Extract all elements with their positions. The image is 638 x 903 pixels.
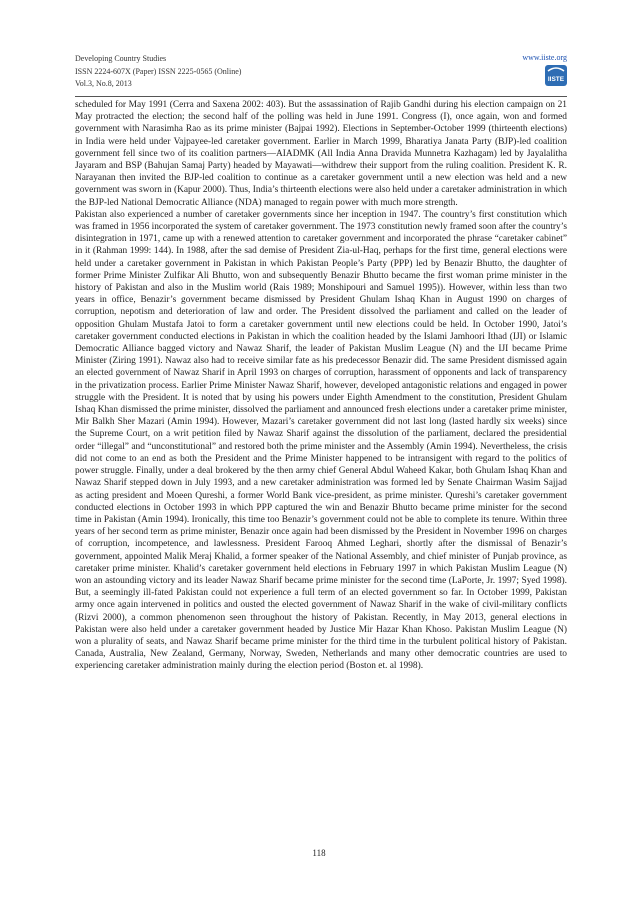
paragraph-india-elections: scheduled for May 1991 (Cerra and Saxena 2002: 403). But the assassination of Rajib Gandhi during his election campaign on 21 May protracted the election; the second half of the polling was held in June 1991. Congress (I), once again, won and formed government with Narasimha Rao as its prime minister (Bajpai 1992). Elections in September-October 1999 (thirteenth elections) in India were held under Vajpayee-led caretaker government. Earlier in March 1999, Bharatiya Janata Party (BJP)-led coalition government fell since two of its coalition partners—AIADMK (All India Anna Dravida Munnetra Kazhagam) led by Jayalalitha Jayaram and BSP (Bahujan Samaj Party) headed by Mayawati—withdrew their support from the ruling coalition. President K. R. Narayanan then invited the BJP-led coalition to continue as a caretaker government until a new election was held and a new government was sworn in (Kapur 2000). Thus, India’s thirteenth elections were also held under a caretaker administration in which the BJP-led National Democratic Alliance (NDA) managed to regain power with much more strength.: [75, 100, 567, 208]
article-body: [75, 99, 567, 673]
page-header: [75, 53, 567, 91]
issn-line: ISSN 2224-607X (Paper) ISSN 2225-0565 (Online): [75, 66, 242, 76]
header-rule: [75, 96, 567, 97]
logo-text: IISTE: [547, 76, 565, 83]
iiste-logo: [545, 65, 567, 86]
volume-line: Vol.3, No.8, 2013: [75, 79, 132, 88]
journal-url-link[interactable]: www.iiste.org: [522, 53, 567, 62]
paragraph-pakistan-caretaker: Pakistan also experienced a number of caretaker governments since her inception in 1947. The country’s first constitution which was framed in 1956 incorporated the system of caretaker government. The 1973 constitution newly framed soon after the country’s disintegration in 1971, came up with a renewed attention to caretaker government and incorporated the phrase “caretaker cabinet” in it (Rahman 1999: 144). In 1988, after the sad demise of President Zia-ul-Haq, perhaps for the first time, general elections were held under a caretaker government in Pakistan in which Pakistan People’s Party (PPP) led by Benazir Bhutto, the daughter of former Prime Minister Zulfikar Ali Bhutto, won and subsequently Benazir Bhutto became the first woman prime minister in the history of Pakistan and also in the Muslim world (Rais 1989; Monshipouri and Samuel 1995)). However, within less than two years in office, Benazir’s government became dismissed by President Ghulam Ishaq Khan in August 1990 on charges of corruption, nepotism and deterioration of law and order. The President dissolved the parliament and called on the leader of opposition Ghulam Mustafa Jatoi to form a caretaker government until new elections could be held. In October 1990, Jatoi’s caretaker government conducted elections in Pakistan in which the coalition headed by the Islami Jamhoori Ithad (IJI) or Islamic Democratic Alliance bagged victory and Nawaz Sharif, the leader of Pakistan Muslim League (N) and the IJI became Prime Minister (Ziring 1991). Nawaz also had to receive similar fate as his predecessor Benazir did. The same President dismissed again an elected government of Nawaz Sharif in April 1993 on charges of corruption, harassment of opponents and lack of transparency in the privatization process. Earlier Prime Minister Nawaz Sharif, however, developed antagonistic relations and engaged in power struggle with the President. It is noted that by using his powers under Eighth Amendment to the constitution, President Ghulam Ishaq Khan dismissed the prime minister, dissolved the parliament and announced fresh elections under a caretaker prime minister, Mir Balkh Sher Mazari (Amin 1994). However, Mazari’s caretaker government did not last long (lasted hardly six weeks) since the Supreme Court, on a writ petition filed by Nawaz Sharif against the dissolution of the parliament, declared the presidential order “illegal” and “unconstitutional” and restored both the prime minister and the Assembly (Amin 1994). Nevertheless, the crisis did not come to an end as both the President and the Prime Minister happened to be intransigent with regard to the politics of power struggle. Finally, under a deal brokered by the then army chief General Abdul Waheed Kakar, both Ghulam Ishaq Khan and Nawaz Sharif stepped down in July 1993, and a new caretaker administration was formed led by Senate Chairman Wasim Sajjad as acting president and Moeen Qureshi, a former World Bank vice-president, as prime minister. Qureshi’s caretaker government conducted elections in October 1993 in which PPP captured the win and Benazir Bhutto became prime minister for the second time in Pakistan (Amin 1994). Ironically, this time too Benazir’s government could not be able to complete its tenure. Within three years of her second term as prime minister, Benazir once again had been dismissed by the President in November 1996 on charges of corruption, incompetence, and lawlessness. President Farooq Ahmed Leghari, shortly after the dismissal of Benazir’s government, appointed Malik Meraj Khalid, a former speaker of the National Assembly, and chief minister of Punjab province, as caretaker prime minister. Khalid’s caretaker government held elections in February 1997 in which Pakistan Muslim League (N) won an astounding victory and its leader Nawaz Sharif became prime minister for the second time (LaPorte, Jr. 1997; Syed 1998). But, a seemingly ill-fated Pakistan could not experience a full term of an elected government so far. In October 1999, Pakistan army once again intervened in politics and ousted the elected government of Nawaz Sharif in the wake of civil-military conflicts (Rizvi 2000), a common phenomenon seen throughout the history of Pakistan. Recently, in May 2013, general elections in Pakistan were also held under a caretaker government headed by Justice Mir Hazar Khan Khoso. Pakistan Muslim League (N) won a plurality of seats, and Nawaz Sharif became prime minister for the third time in the turbulent political history of Pakistan. Canada, Australia, New Zealand, Germany, Norway, Sweden, Netherlands and many other democratic countries are used to experiencing caretaker administration mainly during the election period (Boston et. al 1998).: [75, 209, 567, 672]
journal-name: Developing Country Studies: [75, 54, 167, 63]
page-number: 118: [312, 848, 326, 858]
